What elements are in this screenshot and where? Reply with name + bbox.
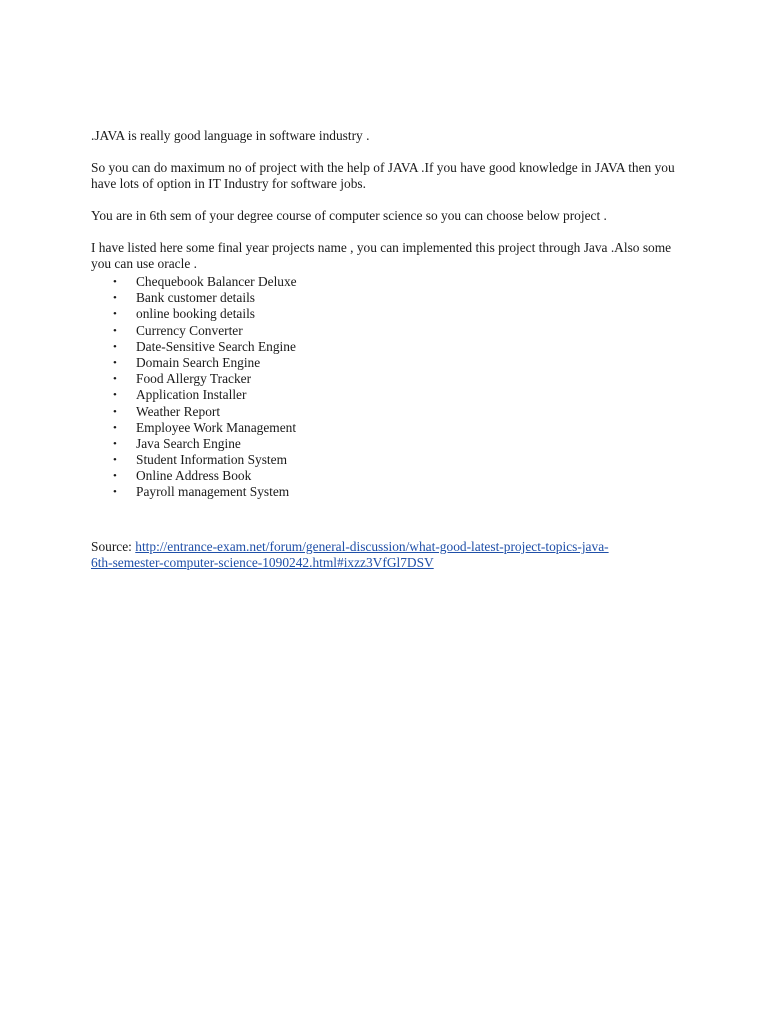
- bullet-icon: •: [113, 308, 117, 321]
- list-item-label: Weather Report: [136, 403, 221, 419]
- bullet-icon: •: [113, 340, 117, 353]
- source-link[interactable]: [91, 539, 609, 570]
- list-item-label: Domain Search Engine: [136, 354, 261, 370]
- bullet-icon: •: [113, 324, 117, 337]
- bullet-icon: •: [113, 292, 117, 305]
- list-item: [91, 274, 691, 290]
- list-item: [91, 290, 691, 306]
- list-item: [91, 420, 691, 436]
- list-item-label: Application Installer: [136, 387, 247, 403]
- source-link-line2: 6th-semester-computer-science-1090242.html#ixzz3VfGl7DSV: [91, 554, 434, 570]
- list-item-label: Payroll management System: [136, 484, 290, 500]
- list-item: [91, 404, 691, 420]
- list-item: [91, 355, 691, 371]
- list-item: [91, 468, 691, 484]
- source-label: Source:: [91, 538, 136, 554]
- project-list: [91, 274, 691, 501]
- list-item-label: Employee Work Management: [136, 419, 297, 435]
- list-item-label: Chequebook Balancer Deluxe: [136, 274, 297, 289]
- list-item-label: Online Address Book: [136, 468, 252, 484]
- bullet-icon: •: [113, 454, 117, 467]
- document-body: [91, 128, 691, 571]
- list-item: [91, 387, 691, 403]
- list-item: [91, 436, 691, 452]
- list-item: [91, 306, 691, 322]
- projects-intro-paragraph: I have listed here some final year projects name , you can implemented this project through Java .Also some you can use oracle .: [91, 240, 672, 271]
- bullet-icon: •: [113, 470, 117, 483]
- bullet-icon: •: [113, 373, 117, 386]
- list-item: [91, 371, 691, 387]
- list-item: [91, 484, 691, 500]
- source-link-line1: http://entrance-exam.net/forum/general-discussion/what-good-latest-project-topics-java-: [135, 538, 609, 554]
- list-item: [91, 452, 691, 468]
- bullet-icon: •: [113, 421, 117, 434]
- list-item-label: Bank customer details: [136, 290, 255, 306]
- bullet-icon: •: [113, 486, 117, 499]
- bullet-icon: •: [113, 437, 117, 450]
- bullet-icon: •: [113, 276, 117, 288]
- list-item-label: Date-Sensitive Search Engine: [136, 338, 296, 354]
- semester-paragraph: You are in 6th sem of your degree course of computer science so you can choose below project .: [91, 208, 607, 223]
- source-line: [91, 539, 691, 571]
- list-item: [91, 323, 691, 339]
- list-item-label: Student Information System: [136, 452, 288, 468]
- bullet-icon: •: [113, 356, 117, 369]
- list-item-label: Java Search Engine: [136, 435, 241, 451]
- list-item-label: online booking details: [136, 306, 256, 322]
- list-item-label: Currency Converter: [136, 322, 243, 338]
- knowledge-paragraph: So you can do maximum no of project with the help of JAVA .If you have good knowledge in JAVA then you have lots of option in IT Industry for software jobs.: [91, 160, 675, 191]
- intro-paragraph: .JAVA is really good language in software industry .: [91, 128, 370, 143]
- bullet-icon: •: [113, 389, 117, 402]
- bullet-icon: •: [113, 405, 117, 418]
- list-item: [91, 339, 691, 355]
- list-item-label: Food Allergy Tracker: [136, 371, 252, 387]
